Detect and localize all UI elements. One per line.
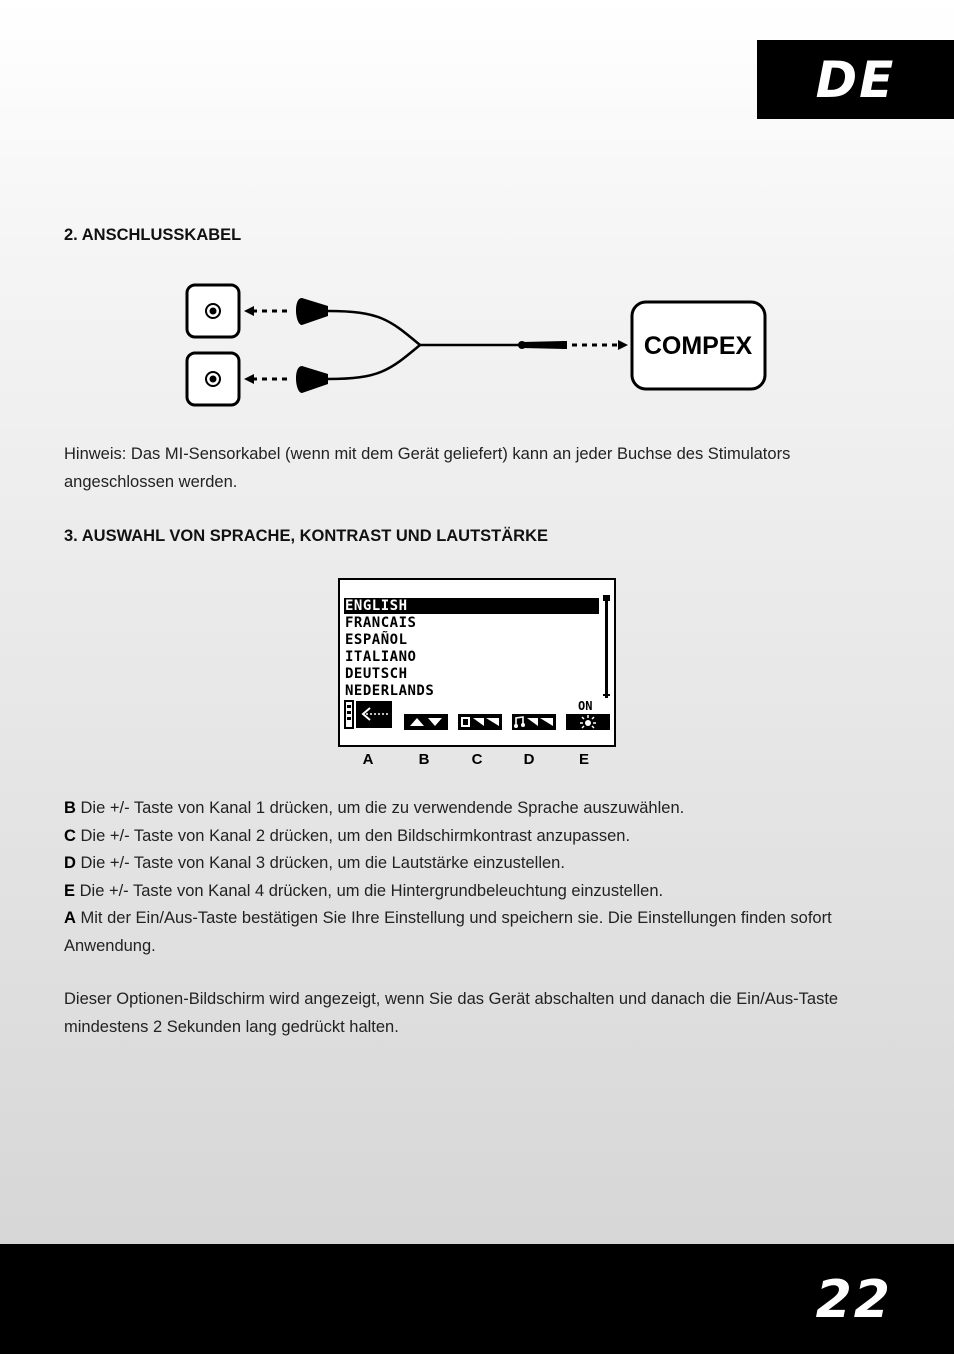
key-label-e: E bbox=[578, 751, 589, 768]
lcd-scrollbar bbox=[605, 598, 608, 698]
instruction-line: A Mit der Ein/Aus-Taste bestätigen Sie Ihre Einstellung und speichern sie. Die Einstellungen finden sofort Anwendung. bbox=[64, 909, 832, 955]
lcd-scrollbar-end bbox=[603, 694, 610, 696]
back-confirm-icon bbox=[344, 699, 394, 731]
options-screen-note: Dieser Optionen-Bildschirm wird angezeigt, wenn Sie das Gerät abschalten und danach die Ein/Aus-Taste mindestens 2 Sekunden lang gedrückt halten. bbox=[64, 990, 839, 1036]
arrow-to-device-icon bbox=[572, 340, 628, 350]
key-label-d: D bbox=[523, 751, 535, 768]
section-2-heading: 2. ANSCHLUSSKABEL bbox=[64, 226, 242, 244]
key-label-a: A bbox=[362, 751, 374, 768]
arrow-to-socket-1-icon bbox=[244, 306, 290, 316]
plug-1-icon bbox=[296, 298, 328, 325]
socket-1-icon bbox=[187, 285, 239, 337]
instruction-line: E Die +/- Taste von Kanal 4 drücken, um die Hintergrundbeleuchtung einzustellen. bbox=[64, 881, 664, 900]
section-3-heading: 3. AUSWAHL VON SPRACHE, KONTRAST UND LAUTSTÄRKE bbox=[64, 527, 549, 545]
lcd-language-item: ENGLISH bbox=[344, 598, 599, 614]
language-updown-icon bbox=[404, 714, 448, 730]
footer-bar bbox=[0, 1244, 954, 1354]
contrast-icon bbox=[458, 714, 502, 730]
key-label-c: C bbox=[471, 751, 483, 768]
lcd-language-item: ESPAÑOL bbox=[345, 632, 408, 648]
language-tab: DE bbox=[757, 40, 954, 119]
backlight-on-label: ON bbox=[578, 699, 593, 713]
backlight-icon bbox=[566, 714, 610, 730]
instruction-line: B Die +/- Taste von Kanal 1 drücken, um die zu verwendende Sprache auszuwählen. bbox=[64, 799, 685, 817]
socket-2-icon bbox=[187, 353, 239, 405]
lcd-language-item: ITALIANO bbox=[345, 649, 417, 665]
lcd-language-item: DEUTSCH bbox=[345, 666, 408, 682]
cable-connector-icon bbox=[518, 341, 567, 349]
page-number: 22 bbox=[815, 1270, 892, 1330]
compex-device-label: COMPEX bbox=[643, 332, 753, 360]
plug-2-icon bbox=[296, 366, 328, 393]
key-label-b: B bbox=[418, 751, 430, 768]
lcd-language-item: NEDERLANDS bbox=[345, 683, 435, 699]
volume-icon bbox=[512, 714, 556, 730]
lcd-screen bbox=[338, 578, 616, 747]
lcd-language-item: FRANCAIS bbox=[345, 615, 417, 631]
instructions-list bbox=[64, 795, 844, 960]
y-cable-icon bbox=[328, 311, 520, 379]
cable-note: Hinweis: Das MI-Sensorkabel (wenn mit dem Gerät geliefert) kann an jeder Buchse des Stimulators angeschlossen werden. bbox=[64, 445, 791, 491]
instruction-line: C Die +/- Taste von Kanal 2 drücken, um den Bildschirmkontrast anzupassen. bbox=[64, 826, 631, 845]
instruction-line: D Die +/- Taste von Kanal 3 drücken, um die Lautstärke einzustellen. bbox=[64, 854, 565, 872]
cable-diagram bbox=[180, 280, 780, 415]
arrow-to-socket-2-icon bbox=[244, 374, 290, 384]
